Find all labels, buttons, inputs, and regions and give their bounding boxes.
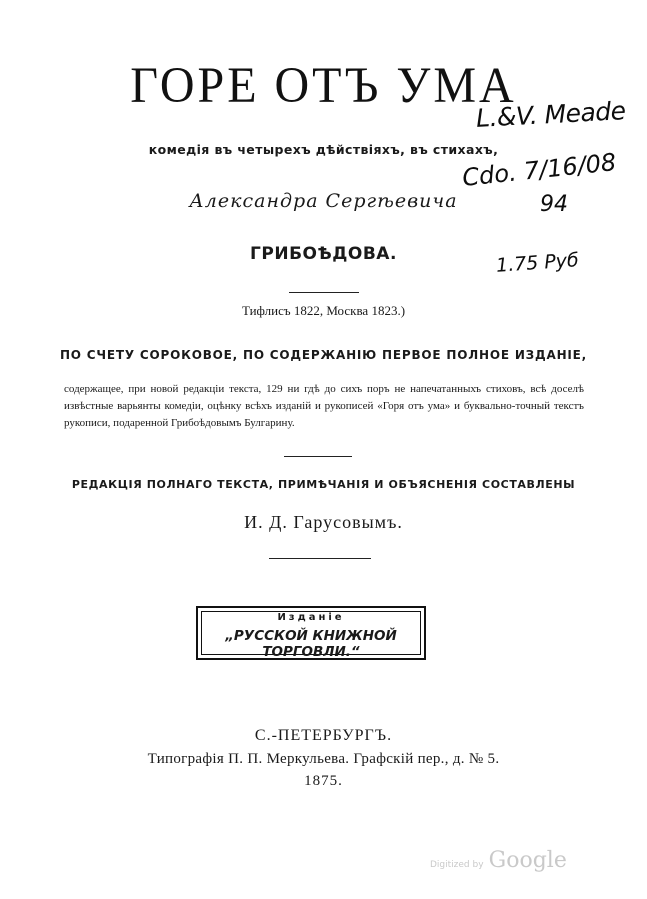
google-watermark [430,848,567,873]
imprint-city: С.-ПЕТЕРБУРГЪ. [254,727,393,744]
edition-note: ПО СЧЕТУ СОРОКОВОЕ, ПО СОДЕРЖАНІЮ ПЕРВОЕ ПОЛНОЕ ИЗДАНІЕ, [59,348,588,362]
edition-description: содержащее, при новой редакціи текста, 129 ни гдѣ до сихъ поръ не напечатанныхъ стиховъ, всѣ доселѣ извѣстные варьянты комедіи, оцѣнку всѣхъ изданій и рукописей «Горя отъ ума» и буквально-точный текстъ рукописи, подаренной Грибоѣдовымъ Булгарину. [64,383,584,429]
editor-credit: РЕДАКЦІЯ ПОЛНАГО ТЕКСТА, ПРИМѢЧАНІЯ И ОБЪЯСНЕНІЯ СОСТАВЛЕНЫ [71,478,576,491]
places-dates: Тифлисъ 1822, Москва 1823.) [241,303,406,318]
imprint-year: 1875. [304,773,343,789]
handwritten-number: 94 [540,192,568,217]
divider-rule [269,558,371,559]
imprint-printer: Типографія П. П. Меркульева. Графскій пер., д. № 5. [147,751,500,767]
divider-rule [289,292,359,293]
handwritten-date-note: Cdo. 7/16/08 [460,148,618,192]
publisher-label: Изданіе [277,612,345,623]
book-title: ГОРЕ ОТЪ УМА [130,57,517,114]
genre-subtitle: комедія въ четырехъ дѣйствіяхъ, въ стихахъ, [148,142,499,157]
author-surname: ГРИБОѢДОВА. [250,244,397,264]
publisher-name: „РУССКОЙ КНИЖНОЙ ТОРГОВЛИ.“ [225,628,397,660]
divider-rule [284,456,352,457]
handwritten-owner-note: L.&V. Meade [475,96,627,133]
handwritten-price: 1.75 Руб [495,249,580,277]
watermark-prefix: Digitized by [430,860,484,870]
watermark-brand: Google [488,848,567,873]
author-first-name: Александра Сергѣевича [189,190,458,212]
editor-name: И. Д. Гарусовымъ. [244,512,403,532]
publisher-frame [196,606,426,660]
